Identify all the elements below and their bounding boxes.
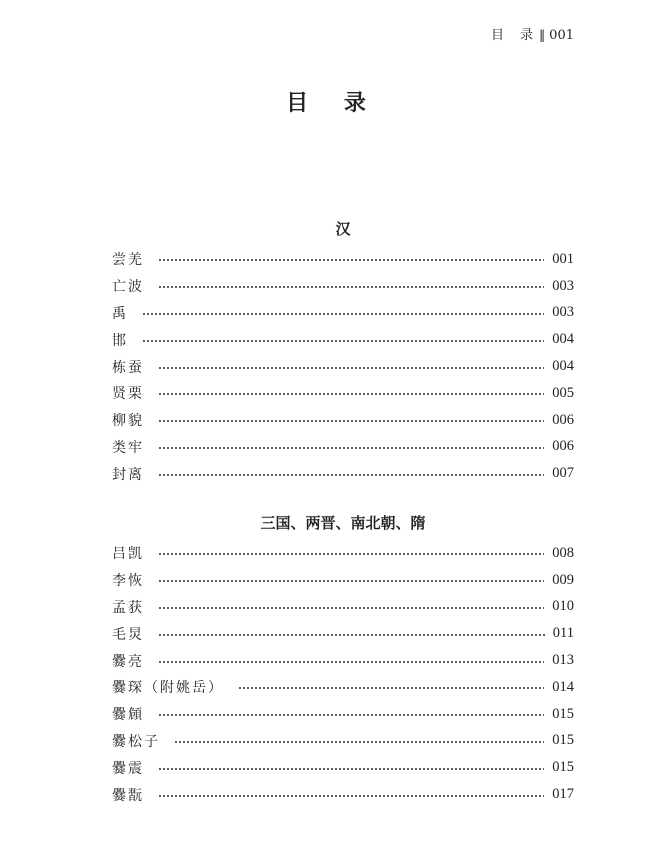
section-heading: 三国、两晋、南北朝、隋 (260, 514, 426, 532)
toc-entry[interactable] (112, 380, 574, 407)
running-head-separator: ‖ (539, 28, 546, 42)
toc-entry-name: 爨琛（附姚岳） (112, 680, 224, 697)
section-heading: 汉 (335, 220, 351, 238)
toc-entry[interactable] (112, 434, 574, 461)
dot-leader (158, 420, 544, 422)
dot-leader (158, 367, 544, 369)
toc-entry-name: 禹 (112, 305, 128, 322)
toc-entry-page-number: 015 (552, 705, 574, 722)
toc-entry[interactable] (112, 540, 574, 567)
toc-entry-name: 孟获 (112, 599, 144, 616)
dot-leader (158, 768, 544, 770)
toc-entry[interactable] (112, 728, 574, 755)
dot-leader (142, 313, 544, 315)
toc-entry[interactable] (112, 754, 574, 781)
dot-leader (174, 741, 544, 743)
toc-entry[interactable] (112, 781, 574, 808)
toc-entry-name: 尝羌 (112, 252, 144, 269)
toc-entry-page-number: 008 (552, 544, 574, 561)
toc-entry[interactable] (112, 647, 574, 674)
dot-leader (158, 714, 544, 716)
toc-entry-page-number: 003 (552, 304, 574, 321)
dot-leader (158, 286, 544, 288)
toc-entry-name: 柳貌 (112, 413, 144, 430)
running-head-title: 目 录 (491, 28, 540, 43)
dot-leader (158, 393, 544, 395)
dot-leader (142, 340, 544, 342)
toc-entry-name: 吕凯 (112, 546, 144, 563)
dot-leader (158, 553, 544, 555)
dot-leader (158, 447, 544, 449)
toc-entry-name: 爨亮 (112, 653, 144, 670)
dot-leader (158, 259, 544, 261)
toc-entry-name: 贤栗 (112, 386, 144, 403)
toc-entry-page-number: 013 (552, 652, 574, 669)
toc-entry-page-number: 017 (552, 786, 574, 803)
toc-entry[interactable] (112, 674, 574, 701)
toc-entry-page-number: 007 (552, 465, 574, 482)
running-head (491, 24, 574, 43)
toc-entry[interactable] (112, 273, 574, 300)
page-title: 目 录 (286, 91, 380, 116)
toc-entry-page-number: 003 (552, 277, 574, 294)
toc-entry[interactable] (112, 300, 574, 327)
toc-entry-list (112, 246, 574, 487)
toc-entry-page-number: 006 (552, 438, 574, 455)
toc-entry-name: 封离 (112, 466, 144, 483)
toc-section-han (112, 216, 574, 487)
toc-entry-page-number: 014 (552, 678, 574, 695)
toc-entry[interactable] (112, 326, 574, 353)
toc-entry-page-number: 004 (552, 358, 574, 375)
toc-entry-list (112, 540, 574, 808)
toc-entry-name: 类牢 (112, 439, 144, 456)
toc-entry-page-number: 015 (552, 759, 574, 776)
toc-entry[interactable] (112, 594, 574, 621)
toc-entry-page-number: 015 (552, 732, 574, 749)
toc-entry-name: 爨震 (112, 760, 144, 777)
toc-entry-page-number: 005 (552, 384, 574, 401)
running-head-page-number: 001 (549, 28, 574, 43)
dot-leader (158, 607, 544, 609)
toc-entry-page-number: 009 (552, 571, 574, 588)
toc-entry[interactable] (112, 460, 574, 487)
toc-entry[interactable] (112, 620, 574, 647)
toc-entry[interactable] (112, 567, 574, 594)
toc-entry[interactable] (112, 701, 574, 728)
toc-entry-name: 李恢 (112, 573, 144, 590)
toc-entry-page-number: 011 (552, 625, 574, 642)
dot-leader (158, 795, 544, 797)
dot-leader (158, 580, 544, 582)
toc-entry-name: 爨頠 (112, 707, 144, 724)
toc-entry-page-number: 006 (552, 411, 574, 428)
toc-entry-page-number: 010 (552, 598, 574, 615)
toc-entry-page-number: 004 (552, 331, 574, 348)
toc-entry-name: 邯 (112, 332, 128, 349)
dot-leader (158, 634, 545, 636)
dot-leader (158, 661, 544, 663)
toc-entry[interactable] (112, 407, 574, 434)
toc-section-three-kingdoms-to-sui (112, 510, 574, 808)
toc-entry-name: 爨松子 (112, 733, 160, 750)
toc-entry-page-number: 001 (552, 250, 574, 267)
toc-entry[interactable] (112, 353, 574, 380)
toc-entry[interactable] (112, 246, 574, 273)
dot-leader (158, 474, 544, 476)
dot-leader (238, 687, 544, 689)
toc-entry-name: 毛炅 (112, 626, 144, 643)
toc-entry-name: 爨翫 (112, 787, 144, 804)
toc-entry-name: 栋蚕 (112, 359, 144, 376)
toc-entry-name: 亡波 (112, 279, 144, 296)
